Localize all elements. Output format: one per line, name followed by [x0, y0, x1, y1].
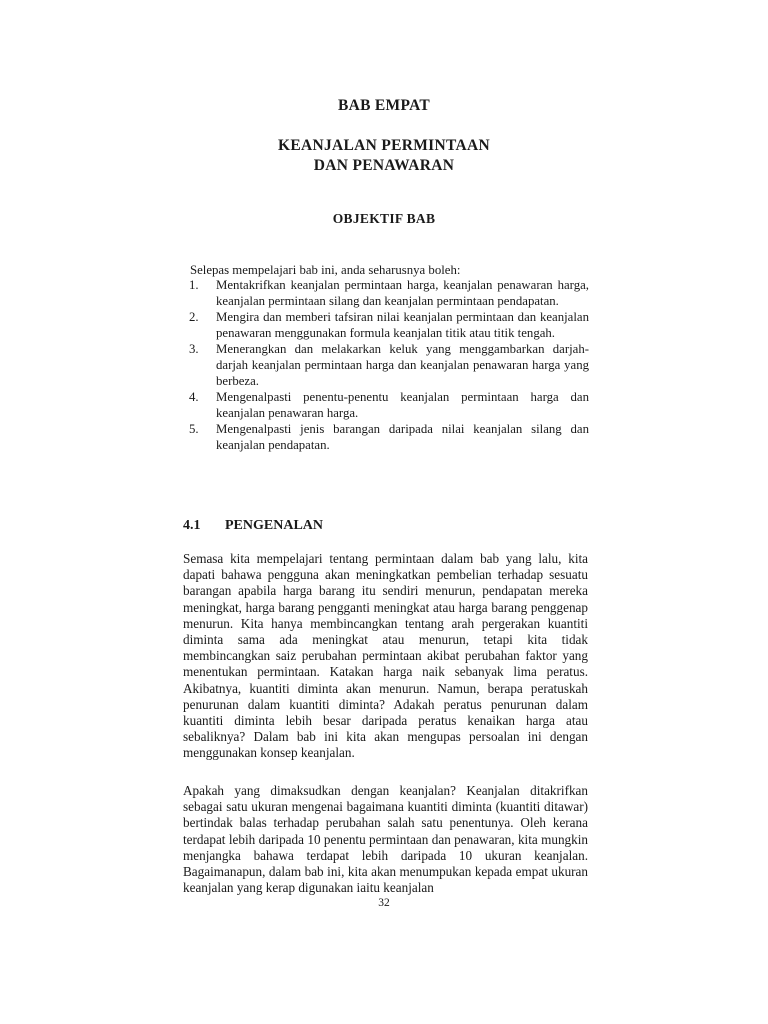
objective-text: Menerangkan dan melakarkan keluk yang menggambarkan darjah-darjah keanjalan permintaan harga dan keanjalan penawaran harga yang berbeza.: [216, 342, 589, 388]
section-heading: [183, 518, 323, 534]
objective-item: [189, 278, 589, 309]
chapter-title-line2: DAN PENAWARAN: [313, 157, 455, 174]
objectives-list: [189, 278, 589, 455]
objectives-intro: Selepas mempelajari bab ini, anda seharusnya boleh:: [190, 263, 461, 277]
objectives-heading: OBJEKTIF BAB: [332, 211, 436, 226]
objective-number: 4.: [189, 390, 199, 405]
objective-number: 1.: [189, 278, 199, 292]
objective-item: [189, 310, 589, 341]
objective-text: Mentakrifkan keanjalan permintaan harga, keanjalan penawaran harga, keanjalan permintaan silang dan keanjalan permintaan pendapatan.: [216, 278, 589, 308]
objective-text: Mengira dan memberi tafsiran nilai keanjalan permintaan dan keanjalan penawaran menggunakan formula keanjalan titik atau titik tengah.: [216, 310, 589, 340]
body-paragraph-2: Apakah yang dimaksudkan dengan keanjalan? Keanjalan ditakrifkan sebagai satu ukuran mengenai bagaimana kuantiti diminta (kuantiti ditawar) bertindak balas terhadap perubahan salah satu penentunya. Oleh kerana terdapat lebih daripada 10 penentu permintaan dan penawaran, kita mungkin menjangka bahawa terdapat lebih daripada 10 ukuran keanjalan. Bagaimanapun, dalam bab ini, kita akan menumpukan kepada empat ukuran keanjalan yang kerap digunakan iaitu keanjalan: [183, 783, 588, 896]
chapter-number-title: BAB EMPAT: [337, 97, 431, 114]
section-title: PENGENALAN: [225, 518, 324, 533]
body-paragraph-1: Semasa kita mempelajari tentang permintaan dalam bab yang lalu, kita dapati bahawa pengguna akan meningkatkan pembelian terhadap sesuatu barangan apabila harga barang itu sendiri menurun, pendapatan mereka meningkat, harga barang pengganti meningkat atau harga barang penggenap menurun. Kita hanya membincangkan tentang arah pergerakan kuantiti diminta sama ada meningkat atau menurun, tetapi kita tidak membincangkan saiz perubahan permintaan akibat perubahan faktor yang menentukan permintaan. Katakan harga naik sebanyak lima peratus. Akibatnya, kuantiti diminta akan menurun. Namun, berapa peratuskah penurunan dalam kuantiti diminta? Adakah peratus penurunan dalam kuantiti diminta lebih besar daripada peratus kenaikan harga atau sebaliknya? Dalam bab ini kita akan mengupas persoalan ini dengan menggunakan konsep keanjalan.: [183, 551, 588, 761]
objective-text: Mengenalpasti jenis barangan daripada nilai keanjalan silang dan keanjalan pendapatan.: [216, 422, 589, 452]
objective-item: [189, 342, 589, 389]
objective-number: 5.: [189, 422, 199, 437]
page-number: 32: [378, 897, 390, 909]
objective-item: [189, 390, 589, 421]
objective-number: 2.: [189, 310, 199, 325]
objective-number: 3.: [189, 342, 199, 357]
objective-text: Mengenalpasti penentu-penentu keanjalan permintaan harga dan keanjalan penawaran harga.: [216, 390, 589, 420]
objective-item: [189, 422, 589, 453]
section-number: 4.1: [183, 518, 201, 533]
chapter-title-line1: KEANJALAN PERMINTAAN: [278, 137, 490, 154]
